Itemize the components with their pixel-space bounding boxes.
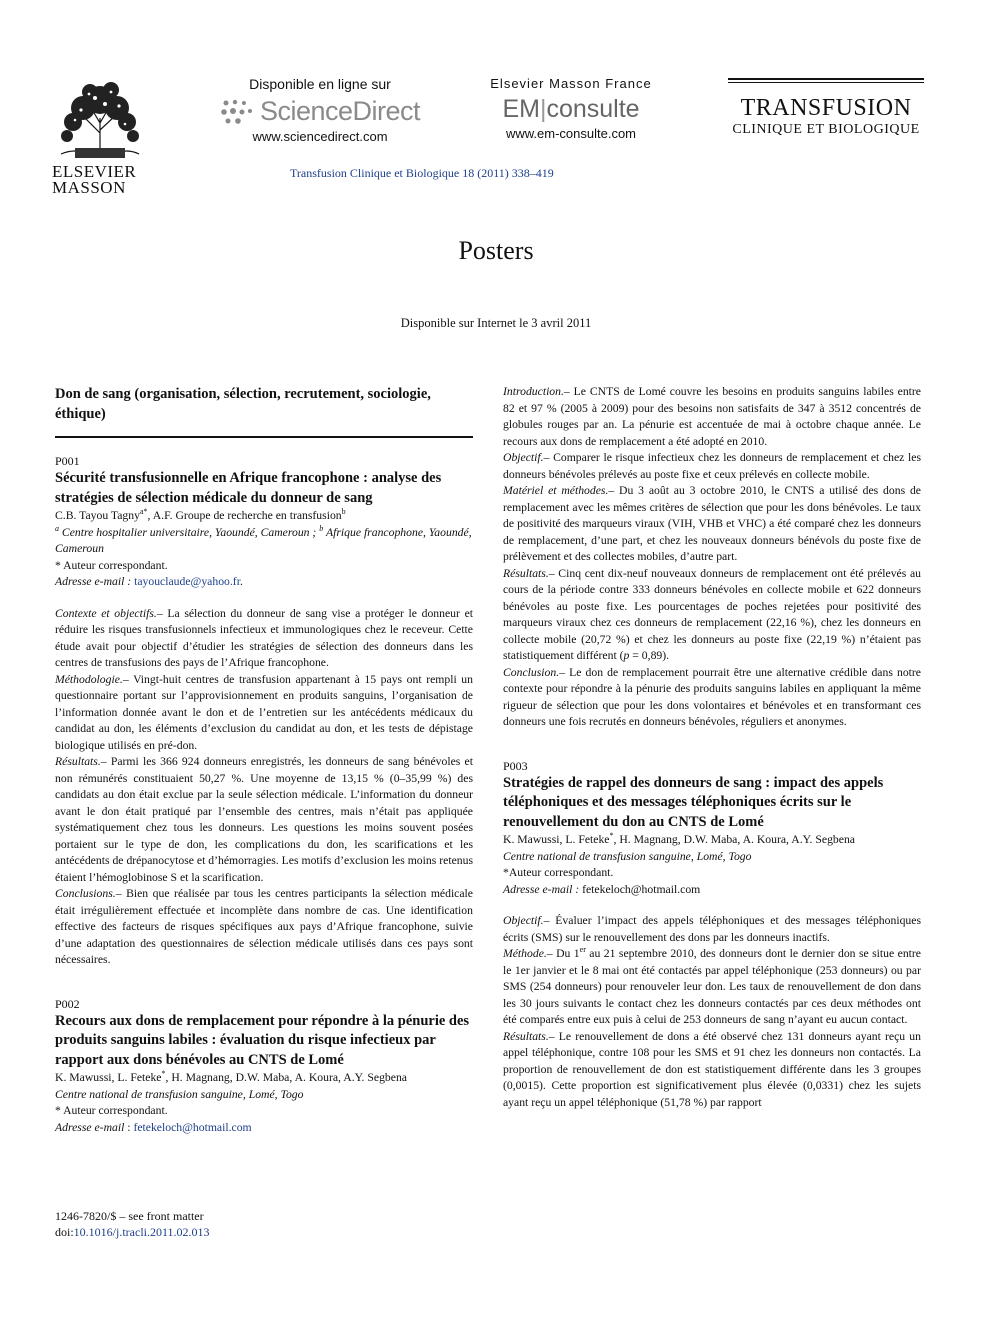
- abstract-authors: C.B. Tayou Tagny$^{a*}$, A.F. Groupe de recherche en transfusion$^b$: [55, 507, 346, 522]
- results-paragraph: Résultats.– Parmi les 366 924 donneurs enregistrés, les donneurs de sang bénévoles et non rémunérés constituaient 50,27 %. Une moyenne de 13,15 % (0–35,99 %) des candidats au don était exclue par la seule sélection médicale. L’information du donneur avant le don était pratiqué par l’ensemble des centres, mais n’était pas appliquée systématiquement chez tous les donneurs. Les questions les moins souvent posées portaient sur le type de don, les complications du don, les scarifications et les antécédents de drépanocytose et d’hémorragies. Les motifs d’exclusion les moins retenus étaient l’hémoglobinose S et la scarification.: [55, 755, 473, 884]
- email-link[interactable]: tayouclaude@yahoo.fr: [134, 575, 240, 588]
- email-text[interactable]: fetekeloch@hotmail.com: [582, 882, 701, 896]
- elsevier-masson-france-label: Elsevier Masson France: [490, 76, 652, 91]
- em-logo-right: consulte: [546, 95, 640, 123]
- journal-rule-top-thin: [728, 82, 924, 83]
- context-paragraph: Contexte et objectifs.– La sélection du donneur de sang vise a protéger le donneur et réduire les risques transfusionnels infectieux et immunologiques chez le receveur. Cette étude avait pour objectif d’étudier les stratégies de sélection des donneurs dans les centres de transfusions des pays de l’Afrique francophone.: [55, 606, 473, 669]
- conclusion-paragraph: Conclusion.– Le don de remplacement pourrait être une alternative crédible dans notre contexte pour répondre à la pénurie des produits sanguins labiles en appliquant la même rigueur de sélection que pour les dons volontaires et bénévoles et en transformant ces donneurs une fois recrutés en donneurs bénévoles, réguliers et anonymes.: [503, 665, 921, 728]
- abstract-title: Sécurité transfusionnelle en Afrique francophone : analyse des stratégies de sélection médicale du donneur de sang: [55, 470, 442, 506]
- abstract-affiliation: Centre national de transfusion sanguine, Lomé, Togo: [55, 1087, 304, 1101]
- issn-line: 1246-7820/$ – see front matter: [55, 1209, 204, 1223]
- email-line: Adresse e-mail : fetekeloch@hotmail.com: [55, 1120, 252, 1134]
- emconsulte-block: [478, 76, 664, 141]
- journal-title: TRANSFUSION: [740, 95, 912, 121]
- material-paragraph: Matériel et méthodes.– Du 3 août au 3 octobre 2010, le CNTS a utilisé des dons de remplacement avec les mêmes critères de sélection que pour les dons bénévoles. Le taux de positivité des marqueurs viraux (VIH, VHB et VHC) a été comparé chez les donneurs de remplacement, d’une part, et chez les nouveaux donneurs bénévols du poste fixe de prélèvement et des collectes mobiles, d’autre part.: [503, 484, 921, 563]
- abstract-authors: K. Mawussi, L. Feteke*, H. Magnang, D.W. Maba, A. Koura, A.Y. Segbena: [55, 1069, 407, 1084]
- topic-divider: [55, 436, 473, 438]
- abstract-title: Stratégies de rappel des donneurs de sang : impact des appels téléphoniques et des messages téléphoniques écrits sur le renouvellement du don au CNTS de Lomé: [503, 774, 884, 830]
- method-paragraph: Méthodologie.– Vingt-huit centres de transfusion appartenant à 15 pays ont rempli un questionnaire portant sur l’approvisionnement en produits sanguins, l’organisation de l’information donnée avant le don et de l’entretien sur les antécédents médicaux du candidat au don, les éléments d’exclusion du candidat au don, et les tests de dépistage biologique utilisés en pré-don.: [55, 672, 473, 752]
- page-footer: [55, 1208, 210, 1240]
- abstract-p002-body: [503, 384, 921, 731]
- results-paragraph: Résultats.– Cinq cent dix-neuf nouveaux donneurs de remplacement ont été prélevés au cours de la période contre 333 donneurs bénévoles en collecte mobile et 622 donneurs bénévoles au poste fixe. Les pourcentages de poches rejetées pour positivité des marqueurs viraux chez ces donneurs de remplacement (22,16 %), chez les donneurs en collecte mobile (20,72 %) et chez les donneurs au poste fixe (22,19 %) n’étaient pas statistiquement différent (p = 0,89).: [503, 566, 921, 662]
- available-online-date: Disponible sur Internet le 3 avril 2011: [400, 316, 592, 330]
- sciencedirect-url[interactable]: www.sciencedirect.com: [252, 129, 388, 144]
- em-logo-left: EM: [502, 95, 540, 123]
- emconsulte-logo[interactable]: EM|consulte: [502, 95, 640, 123]
- objective-paragraph: Objectif.– Comparer le risque infectieux chez les donneurs de remplacement et chez les donneurs bénévoles prélevés au poste fixe et ceux prélevés en collecte mobile.: [503, 451, 921, 481]
- abstract-p002-header: [55, 997, 473, 1137]
- abstract-title: Recours aux dons de remplacement pour répondre à la pénurie des produits sanguins labiles : évaluation du risque infectieux par rapport aux dons bénévoles au CNTS de Lomé: [55, 1012, 470, 1068]
- left-column: [55, 384, 473, 1136]
- intro-paragraph: Introduction.– Le CNTS de Lomé couvre les besoins en produits sanguins labiles entre 82 et 97 % (2005 à 2009) pour des besoins non satisfaits de 347 à 3512 concentrés de globules rouges par an. La pénurie est accentuée de mai à octobre chaque année. Le recours aux dons de remplacement a été adopté en 2010.: [503, 385, 921, 448]
- email-line: Adresse e-mail : fetekeloch@hotmail.com: [503, 882, 701, 896]
- journal-rule-top: [728, 78, 924, 80]
- corresponding-note: * Auteur correspondant.: [55, 558, 168, 572]
- abstract-affiliation: $^a$ Centre hospitalier universitaire, Yaoundé, Cameroun ; $^b$ Afrique francophone, Yaoundé, Cameroun: [55, 523, 472, 555]
- journal-subtitle: CLINIQUE ET BIOLOGIQUE: [732, 122, 920, 137]
- abstract-id: P003: [503, 758, 528, 773]
- right-column: [503, 384, 921, 1111]
- conclusion-paragraph: Conclusions.– Bien que réalisée par tous les centres participants la sélection médicale était irrégulièrement effectuée et incomplète dans nombre de cas. Une identification effective des facteurs de risques spécifiques aux pays d’Afrique francophone, suivie d’une adaptation des questionnaires de sélection médicale utilisés dans ces pays sont nécessaires.: [55, 887, 473, 966]
- masson-wordmark: MASSON: [52, 178, 126, 197]
- objective-paragraph: Objectif.– Évaluer l’impact des appels téléphoniques et des messages téléphoniques écrits (SMS) sur le renouvellement des dons par les donneurs inactifs.: [503, 914, 921, 944]
- doi-link[interactable]: 10.1016/j.tracli.2011.02.013: [73, 1225, 210, 1239]
- method-paragraph: Méthode.– Du 1er au 21 septembre 2010, des donneurs dont le dernier don se situe entre le 1er janvier et le 8 mai ont été contactés par appel téléphonique (253 donneurs) ou par SMS (254 donneurs) pour renouveler leur don. Les taux de renouvellement de don dans les 30 jours suivants le contact chez les donneurs contactés par ces deux méthodes ont été comparés entre eux puis à celui de 253 donneurs de sang n’ayant eu aucun contact.: [503, 945, 921, 1026]
- section-title: Posters: [458, 236, 534, 265]
- abstract-id: P002: [55, 996, 80, 1011]
- doi-line: doi:10.1016/j.tracli.2011.02.013: [55, 1225, 210, 1239]
- results-paragraph: Résultats.– Le renouvellement de dons a été observé chez 131 donneurs ayant reçu un appel téléphonique, contre 108 pour les SMS et 91 chez les donneurs non contactés. La proportion de renouvellement de don est statistiquement différente dans les 3 groupes (0,0015). Cette proportion est significativement plus élevée (0,0331) chez les sujets ayant reçu un appel téléphonique (51,78 %) par rapport: [503, 1029, 921, 1109]
- emconsulte-url[interactable]: www.em-consulte.com: [505, 126, 637, 141]
- elsevier-wordmark: ELSEVIER: [52, 162, 137, 181]
- elsevier-tree-icon: [55, 78, 145, 160]
- journal-citation[interactable]: Transfusion Clinique et Biologique 18 (2011) 338–419: [290, 166, 554, 180]
- sciencedirect-wordmark: ScienceDirect: [259, 96, 420, 126]
- journal-logo: [728, 78, 924, 138]
- corresponding-note: * Auteur correspondant.: [55, 1104, 168, 1117]
- sciencedirect-dots-icon: [220, 99, 254, 125]
- corresponding-note: *Auteur correspondant.: [503, 866, 614, 879]
- abstract-id: P001: [55, 454, 80, 468]
- abstract-p003: [503, 759, 921, 1112]
- topic-heading: Don de sang (organisation, sélection, recrutement, sociologie, éthique): [55, 386, 431, 422]
- sciencedirect-logo[interactable]: [220, 96, 420, 127]
- email-line: Adresse e-mail : tayouclaude@yahoo.fr.: [55, 575, 243, 588]
- abstract-affiliation: Centre national de transfusion sanguine, Lomé, Togo: [503, 849, 752, 863]
- elsevier-masson-logo: [52, 78, 148, 196]
- email-link[interactable]: fetekeloch@hotmail.com: [133, 1120, 252, 1134]
- abstract-p001: [55, 454, 473, 969]
- abstract-authors: K. Mawussi, L. Feteke*, H. Magnang, D.W. Maba, A. Koura, A.Y. Segbena: [503, 831, 855, 846]
- sciencedirect-block: [220, 76, 420, 144]
- sciencedirect-available-label: Disponible en ligne sur: [249, 76, 391, 92]
